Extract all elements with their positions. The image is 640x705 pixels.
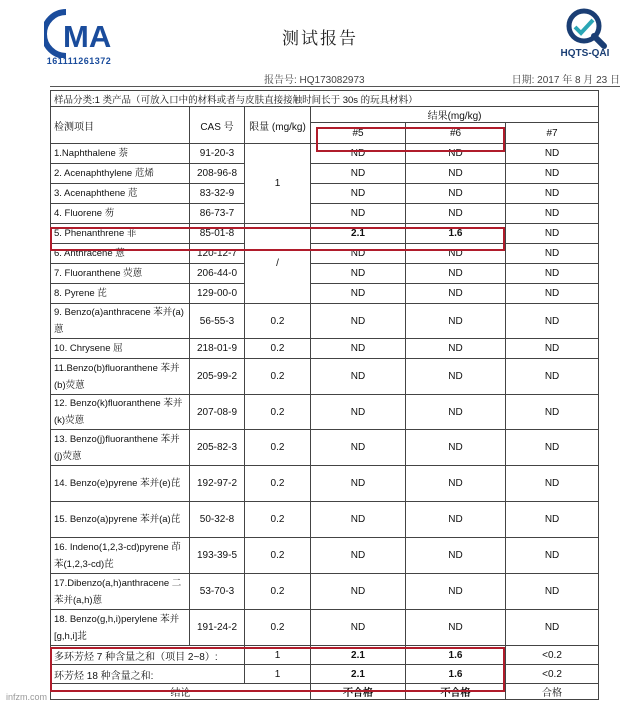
document-title: 测试报告 xyxy=(282,29,358,49)
limit-value: 0.2 xyxy=(245,610,311,646)
summary-row xyxy=(51,665,599,684)
limit-value: 0.2 xyxy=(245,574,311,610)
compound-name: 2. Acenaphthylene 苊烯 xyxy=(51,164,190,184)
limit-group-2: / xyxy=(245,224,311,304)
limit-value: 0.2 xyxy=(245,466,311,502)
header-sample-6: #6 xyxy=(406,123,506,144)
result-sample-6: ND xyxy=(406,264,506,284)
result-sample-6: ND xyxy=(406,466,506,502)
watermark: infzm.com xyxy=(6,692,48,702)
result-sample-7: ND xyxy=(506,395,599,430)
table-row xyxy=(51,574,599,610)
result-sample-7: ND xyxy=(506,610,599,646)
compound-name: 15. Benzo(a)pyrene 苯并(a)芘 xyxy=(51,502,190,538)
compound-name: 12. Benzo(k)fluoranthene 苯并(k)荧蒽 xyxy=(51,395,190,430)
result-sample-5: ND xyxy=(311,144,406,164)
result-sample-6: ND xyxy=(406,184,506,204)
summary-sample-5: 2.1 xyxy=(311,646,406,665)
category-row xyxy=(51,91,599,107)
conclusion-label: 结论 xyxy=(51,684,311,700)
limit-value: 0.2 xyxy=(245,304,311,339)
result-sample-7: ND xyxy=(506,204,599,224)
header-divider xyxy=(50,86,620,87)
summary-label: 环芳烃 18 种含量之和: xyxy=(51,665,245,684)
table-row xyxy=(51,164,599,184)
result-sample-6: ND xyxy=(406,204,506,224)
cas-number: 53-70-3 xyxy=(190,574,245,610)
result-sample-6: ND xyxy=(406,395,506,430)
result-sample-5: ND xyxy=(311,284,406,304)
compound-name: 18. Benzo(g,h,i)perylene 苯并[g,h,i]苝 xyxy=(51,610,190,646)
compound-name: 1.Naphthalene 萘 xyxy=(51,144,190,164)
table-row xyxy=(51,144,599,164)
result-sample-7: ND xyxy=(506,359,599,395)
compound-name: 5. Phenanthrene 菲 xyxy=(51,224,190,244)
result-sample-7: ND xyxy=(506,264,599,284)
compound-name: 4. Fluorene 芴 xyxy=(51,204,190,224)
table-row xyxy=(51,284,599,304)
compound-name: 7. Fluoranthene 荧蒽 xyxy=(51,264,190,284)
summary-limit: 1 xyxy=(245,646,311,665)
result-sample-6: ND xyxy=(406,164,506,184)
header-item: 检测项目 xyxy=(51,107,190,144)
cas-number: 120-12-7 xyxy=(190,244,245,264)
result-sample-6: ND xyxy=(406,359,506,395)
result-sample-5: ND xyxy=(311,304,406,339)
cas-number: 205-99-2 xyxy=(190,359,245,395)
result-sample-7: ND xyxy=(506,430,599,466)
limit-value: 0.2 xyxy=(245,339,311,359)
cas-number: 206-44-0 xyxy=(190,264,245,284)
result-sample-7: ND xyxy=(506,164,599,184)
compound-name: 17.Dibenzo(a,h)anthracene 二苯并(a,h)蒽 xyxy=(51,574,190,610)
report-number: 报告号: HQ173082973 xyxy=(264,75,365,86)
cas-number: 50-32-8 xyxy=(190,502,245,538)
table-row xyxy=(51,359,599,395)
result-sample-7: ND xyxy=(506,244,599,264)
compound-name: 11.Benzo(b)fluoranthene 苯并(b)荧蒽 xyxy=(51,359,190,395)
summary-sample-6: 1.6 xyxy=(406,646,506,665)
result-sample-5: ND xyxy=(311,574,406,610)
summary-sample-7: <0.2 xyxy=(506,646,599,665)
cas-number: 83-32-9 xyxy=(190,184,245,204)
limit-group-1: 1 xyxy=(245,144,311,224)
result-sample-5: ND xyxy=(311,204,406,224)
report-header xyxy=(0,0,640,90)
cas-number: 129-00-0 xyxy=(190,284,245,304)
cas-number: 85-01-8 xyxy=(190,224,245,244)
hqts-logo-text: HQTS-QAI xyxy=(560,48,610,59)
summary-sample-6: 1.6 xyxy=(406,665,506,684)
limit-value: 0.2 xyxy=(245,538,311,574)
table-row xyxy=(51,184,599,204)
ma-logo-text: MA xyxy=(63,19,112,54)
result-sample-6: ND xyxy=(406,538,506,574)
compound-name: 14. Benzo(e)pyrene 苯并(e)芘 xyxy=(51,466,190,502)
table-row xyxy=(51,610,599,646)
summary-row xyxy=(51,646,599,665)
table-row xyxy=(51,244,599,264)
cas-number: 191-24-2 xyxy=(190,610,245,646)
result-sample-6: ND xyxy=(406,144,506,164)
result-sample-7: ND xyxy=(506,574,599,610)
table-row xyxy=(51,430,599,466)
conclusion-sample-6: 不合格 xyxy=(406,684,506,700)
result-sample-5: ND xyxy=(311,538,406,574)
table-row xyxy=(51,339,599,359)
result-sample-7: ND xyxy=(506,184,599,204)
result-sample-6: 1.6 xyxy=(406,224,506,244)
result-sample-5: ND xyxy=(311,430,406,466)
cas-number: 208-96-8 xyxy=(190,164,245,184)
table-row xyxy=(51,204,599,224)
result-sample-5: ND xyxy=(311,466,406,502)
result-sample-5: ND xyxy=(311,339,406,359)
header-sample-5: #5 xyxy=(311,123,406,144)
report-date: 日期: 2017 年 8 月 23 日 xyxy=(511,75,620,86)
table-row xyxy=(51,224,599,244)
result-sample-6: ND xyxy=(406,430,506,466)
header-result: 结果(mg/kg) xyxy=(311,107,599,123)
result-sample-6: ND xyxy=(406,502,506,538)
header-sample-7: #7 xyxy=(506,123,599,144)
result-sample-6: ND xyxy=(406,284,506,304)
compound-name: 13. Benzo(j)fluoranthene 苯并(j)荧蒽 xyxy=(51,430,190,466)
compound-name: 16. Indeno(1,2,3-cd)pyrene 茚苯(1,2,3-cd)芘 xyxy=(51,538,190,574)
summary-sample-5: 2.1 xyxy=(311,665,406,684)
limit-value: 0.2 xyxy=(245,395,311,430)
limit-value: 0.2 xyxy=(245,430,311,466)
table-row xyxy=(51,395,599,430)
result-sample-7: ND xyxy=(506,502,599,538)
ma-number: 161111261372 xyxy=(46,56,112,66)
compound-name: 8. Pyrene 芘 xyxy=(51,284,190,304)
compound-name: 10. Chrysene 屈 xyxy=(51,339,190,359)
result-sample-6: ND xyxy=(406,610,506,646)
result-sample-5: ND xyxy=(311,164,406,184)
results-table xyxy=(50,90,599,700)
header-cas: CAS 号 xyxy=(190,107,245,144)
cas-number: 218-01-9 xyxy=(190,339,245,359)
compound-name: 6. Anthracene 蒽 xyxy=(51,244,190,264)
result-sample-5: ND xyxy=(311,502,406,538)
table-row xyxy=(51,264,599,284)
cas-number: 91-20-3 xyxy=(190,144,245,164)
category-text: 样品分类:1 类产品（可放入口中的材料或者与皮肤直接接触时间长于 30s 的玩具材料） xyxy=(51,91,599,107)
result-sample-6: ND xyxy=(406,244,506,264)
result-sample-5: ND xyxy=(311,244,406,264)
summary-sample-7: <0.2 xyxy=(506,665,599,684)
result-sample-7: ND xyxy=(506,538,599,574)
conclusion-sample-5: 不合格 xyxy=(311,684,406,700)
result-sample-7: ND xyxy=(506,339,599,359)
result-sample-5: ND xyxy=(311,264,406,284)
limit-value: 0.2 xyxy=(245,359,311,395)
conclusion-row xyxy=(51,684,599,700)
cas-number: 192-97-2 xyxy=(190,466,245,502)
header-row xyxy=(51,107,599,123)
table-row xyxy=(51,466,599,502)
cas-number: 193-39-5 xyxy=(190,538,245,574)
compound-name: 9. Benzo(a)anthracene 苯并(a)蒽 xyxy=(51,304,190,339)
result-sample-6: ND xyxy=(406,304,506,339)
summary-limit: 1 xyxy=(245,665,311,684)
cas-number: 205-82-3 xyxy=(190,430,245,466)
cas-number: 207-08-9 xyxy=(190,395,245,430)
table-row xyxy=(51,304,599,339)
result-sample-7: ND xyxy=(506,304,599,339)
table-row xyxy=(51,502,599,538)
compound-name: 3. Acenaphthene 苊 xyxy=(51,184,190,204)
conclusion-sample-7: 合格 xyxy=(506,684,599,700)
summary-label: 多环芳烃 7 种含量之和（项目 2~8）: xyxy=(51,646,245,665)
result-sample-7: ND xyxy=(506,144,599,164)
cas-number: 86-73-7 xyxy=(190,204,245,224)
result-sample-5: ND xyxy=(311,610,406,646)
result-sample-6: ND xyxy=(406,339,506,359)
cas-number: 56-55-3 xyxy=(190,304,245,339)
result-sample-5: ND xyxy=(311,395,406,430)
result-sample-7: ND xyxy=(506,224,599,244)
result-sample-5: 2.1 xyxy=(311,224,406,244)
result-sample-6: ND xyxy=(406,574,506,610)
result-sample-7: ND xyxy=(506,466,599,502)
header-limit: 限量 (mg/kg) xyxy=(245,107,311,144)
table-row xyxy=(51,538,599,574)
result-sample-7: ND xyxy=(506,284,599,304)
result-sample-5: ND xyxy=(311,359,406,395)
limit-value: 0.2 xyxy=(245,502,311,538)
result-sample-5: ND xyxy=(311,184,406,204)
